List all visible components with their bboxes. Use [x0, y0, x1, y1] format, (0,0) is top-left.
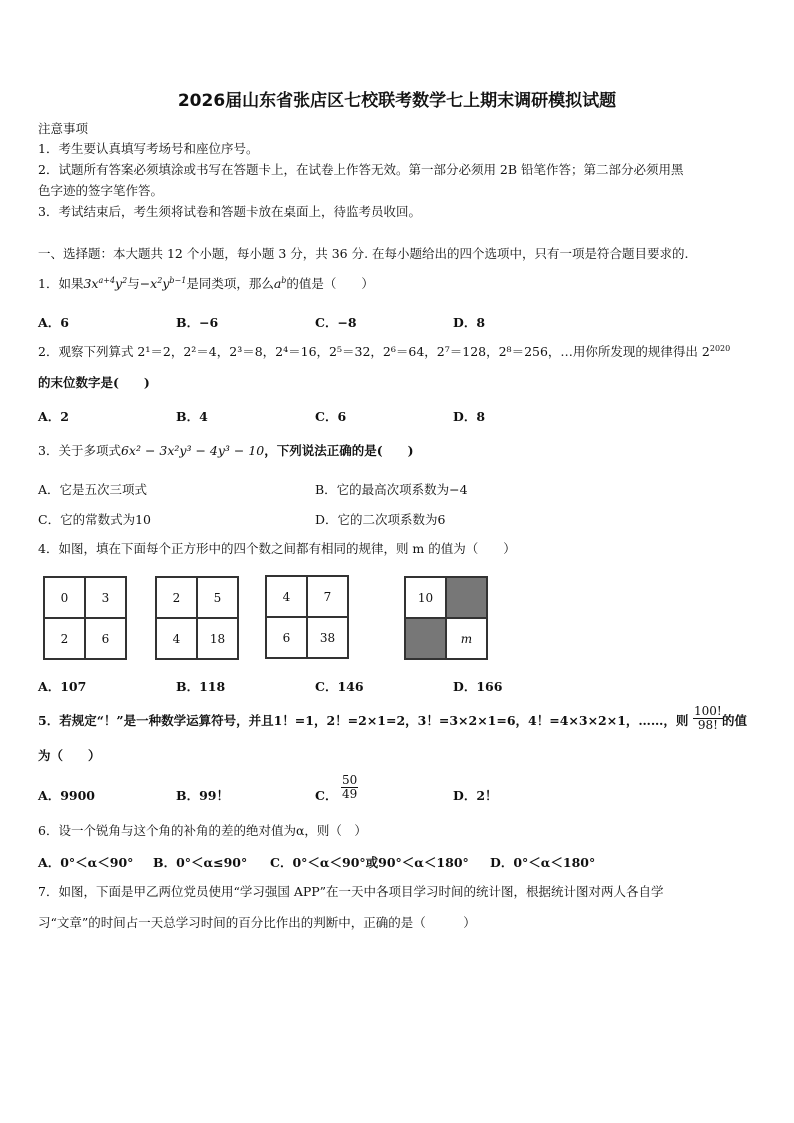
q3-polynomial: 6x² − 3x²y³ − 4y³ − 10: [120, 443, 265, 458]
q6-option-a: A．0°＜α＜90°: [38, 855, 134, 870]
q1-end: 的值是（ ）: [286, 276, 374, 291]
q2-option-a: A．2: [38, 409, 69, 424]
q2-option-d: D．8: [453, 409, 486, 424]
number-square-3: [265, 575, 349, 659]
square-cell: 38: [307, 617, 348, 658]
q1-expr3: $a^b$: [273, 275, 287, 291]
q5-option-a: A．9900: [38, 788, 95, 803]
notice-item: 1．考生要认真填写考场号和座位序号。: [38, 141, 259, 156]
square-cell: 2: [44, 618, 85, 659]
square-cell: 3: [85, 577, 126, 618]
q1-expr1: $3x^{a+4}y^2$: [83, 275, 128, 291]
q1-expr2: $-x^2y^{b-1}$: [139, 275, 187, 291]
question-3: 3．关于多项式6x² − 3x²y³ − 4y³ − 10，下列说法正确的是( ): [38, 443, 414, 458]
page-title: 2026届山东省张店区七校联考数学七上期末调研模拟试题: [177, 91, 617, 111]
q3-option-c: C．它的常数式为10: [38, 512, 151, 527]
square-cell: 6: [85, 618, 126, 659]
question-2: 2．观察下列算式 2¹＝2，2²＝4，2³＝8，2⁴＝16，2⁵＝32，2⁶＝64，2⁷＝128，2⁸＝256，…用你所发现的规律得出 $2^{2020}$: [38, 343, 731, 359]
q1-option-a: A．6: [38, 315, 69, 330]
q5-option-d: D．2！: [453, 788, 498, 803]
square-cell: 0: [44, 577, 85, 618]
q1-option-d: D．8: [453, 315, 486, 330]
question-5: 5．若规定“！”是一种数学运算符号，并且1！=1，2！=2×1=2，3！=3×2×1=6，4！=4×3×2×1，……，则: [38, 713, 689, 728]
q1-post: 是同类项，那么: [186, 276, 274, 291]
q2-option-c: C．6: [315, 409, 347, 424]
square-cell: 4: [266, 576, 307, 617]
square-cell-m: m: [446, 618, 487, 659]
section-heading: 一、选择题：本大题共 12 个小题，每小题 3 分，共 36 分. 在每小题给出的四个选项中，只有一项是符合题目要求的.: [38, 246, 689, 261]
square-cell: 2: [156, 577, 197, 618]
square-cell: 5: [197, 577, 238, 618]
question-4: 4．如图，填在下面每个正方形中的四个数之间都有相同的规律，则 m 的值为（ ）: [38, 541, 516, 556]
q5-fraction: $\frac{100!}{98!}$: [694, 704, 722, 732]
q5-option-c-fraction: $\frac{50}{49}$: [342, 773, 358, 801]
square-cell: 18: [197, 618, 238, 659]
q5-option-c: C．: [315, 788, 338, 803]
q2-option-b: B．4: [176, 409, 208, 424]
square-cell: 10: [405, 577, 446, 618]
question-1: [38, 276, 374, 292]
notice-item: 3．考试结束后，考生须将试卷和答题卡放在桌面上，待监考员收回。: [38, 204, 421, 219]
q3-option-a: A．它是五次三项式: [38, 482, 148, 497]
q1-option-c: C．−8: [315, 315, 357, 330]
q1-pre: 1．如果: [38, 276, 84, 291]
q4-option-d: D．166: [453, 679, 503, 694]
q6-option-d: D．0°＜α＜180°: [490, 855, 596, 870]
question-7-cont: 习“文章”的时间占一天总学习时间的百分比作出的判断中，正确的是（ ）: [38, 915, 476, 930]
question-5-cont: 为（ ）: [38, 748, 101, 763]
q6-option-c: C．0°＜α＜90°或90°＜α＜180°: [270, 855, 469, 870]
notice-item: 2．试题所有答案必须填涂或书写在答题卡上，在试卷上作答无效。第一部分必须用 2B 铅笔作答；第二部分必须用黑: [38, 162, 684, 177]
notice-item: 色字迹的签字笔作答。: [38, 183, 164, 198]
question-2-cont: 的末位数字是( ): [38, 375, 150, 390]
q3-option-d: D．它的二次项系数为6: [315, 512, 446, 527]
q5-value-suffix: 的值: [722, 713, 748, 728]
square-cell: 6: [266, 617, 307, 658]
shaded-cell: [405, 618, 446, 659]
q6-option-b: B．0°＜α≤90°: [153, 855, 248, 870]
number-square-1: [43, 576, 127, 660]
number-square-4: [404, 576, 488, 660]
q5-option-b: B．99！: [176, 788, 229, 803]
notice-heading: 注意事项: [38, 121, 89, 136]
number-square-2: [155, 576, 239, 660]
q4-option-c: C．146: [315, 679, 364, 694]
q4-option-b: B．118: [176, 679, 226, 694]
question-7: 7．如图，下面是甲乙两位党员使用“学习强国 APP”在一天中各项目学习时间的统计图，根据统计图对两人各自学: [38, 884, 664, 899]
q3-option-b: B．它的最高次项系数为−4: [315, 482, 468, 497]
q1-option-b: B．−6: [176, 315, 219, 330]
q4-option-a: A．107: [38, 679, 87, 694]
square-cell: 7: [307, 576, 348, 617]
square-cell: 4: [156, 618, 197, 659]
q1-mid: 与: [127, 276, 140, 291]
shaded-cell: [446, 577, 487, 618]
question-6: 6．设一个锐角与这个角的补角的差的绝对值为α，则（ ）: [38, 823, 367, 838]
